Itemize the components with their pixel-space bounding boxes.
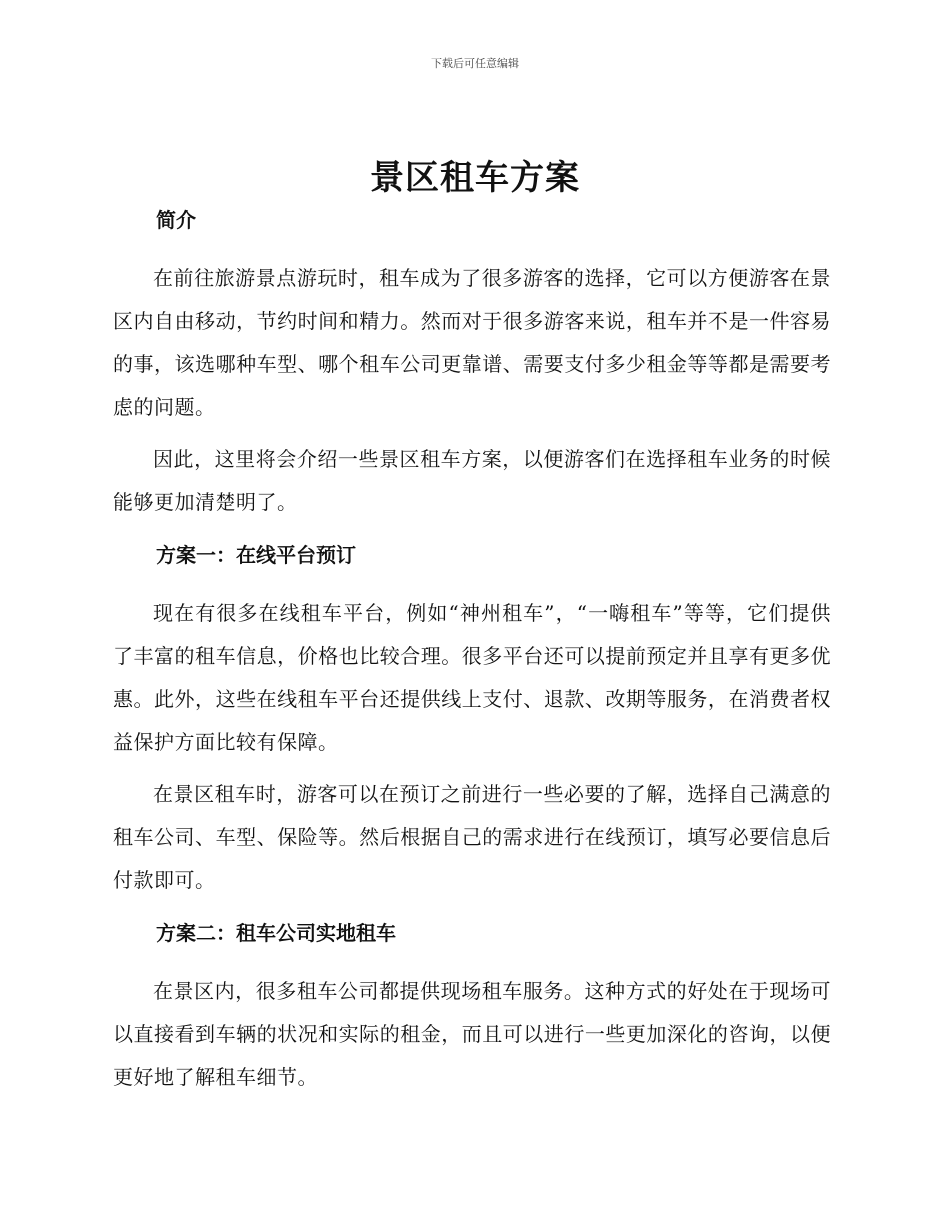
paragraph: 现在有很多在线租车平台，例如“神州租车”，“一嗨租车”等等，它们提供了丰富的租车信息，价格也比较合理。很多平台还可以提前预定并且享有更多优惠。此外，这些在线租车平台还提供线上支付、退款、改期等服务，在消费者权益保护方面比较有保障。 — [113, 601, 831, 754]
section-heading-plan-two: 方案二：租车公司实地租车 — [156, 921, 396, 945]
section-heading-intro: 简介 — [156, 208, 196, 232]
paragraph: 因此，这里将会介绍一些景区租车方案，以便游客们在选择租车业务的时候能够更加清楚明了。 — [113, 447, 831, 514]
paragraph: 在景区租车时，游客可以在预订之前进行一些必要的了解，选择自己满意的租车公司、车型、保险等。然后根据自己的需求进行在线预订，填写必要信息后付款即可。 — [113, 782, 831, 892]
header-note: 下载后可任意编辑 — [431, 57, 519, 70]
paragraph: 在景区内，很多租车公司都提供现场租车服务。这种方式的好处在于现场可以直接看到车辆的状况和实际的租金，而且可以进行一些更加深化的咨询，以便更好地了解租车细节。 — [113, 979, 831, 1089]
section-heading-plan-one: 方案一：在线平台预订 — [156, 543, 356, 567]
paragraph: 在前往旅游景点游玩时，租车成为了很多游客的选择，它可以方便游客在景区内自由移动，节约时间和精力。然而对于很多游客来说，租车并不是一件容易的事，该选哪种车型、哪个租车公司更靠谱、需要支付多少租金等等都是需要考虑的问题。 — [113, 266, 831, 419]
document-title: 景区租车方案 — [370, 158, 580, 198]
document-body — [113, 198, 831, 1099]
